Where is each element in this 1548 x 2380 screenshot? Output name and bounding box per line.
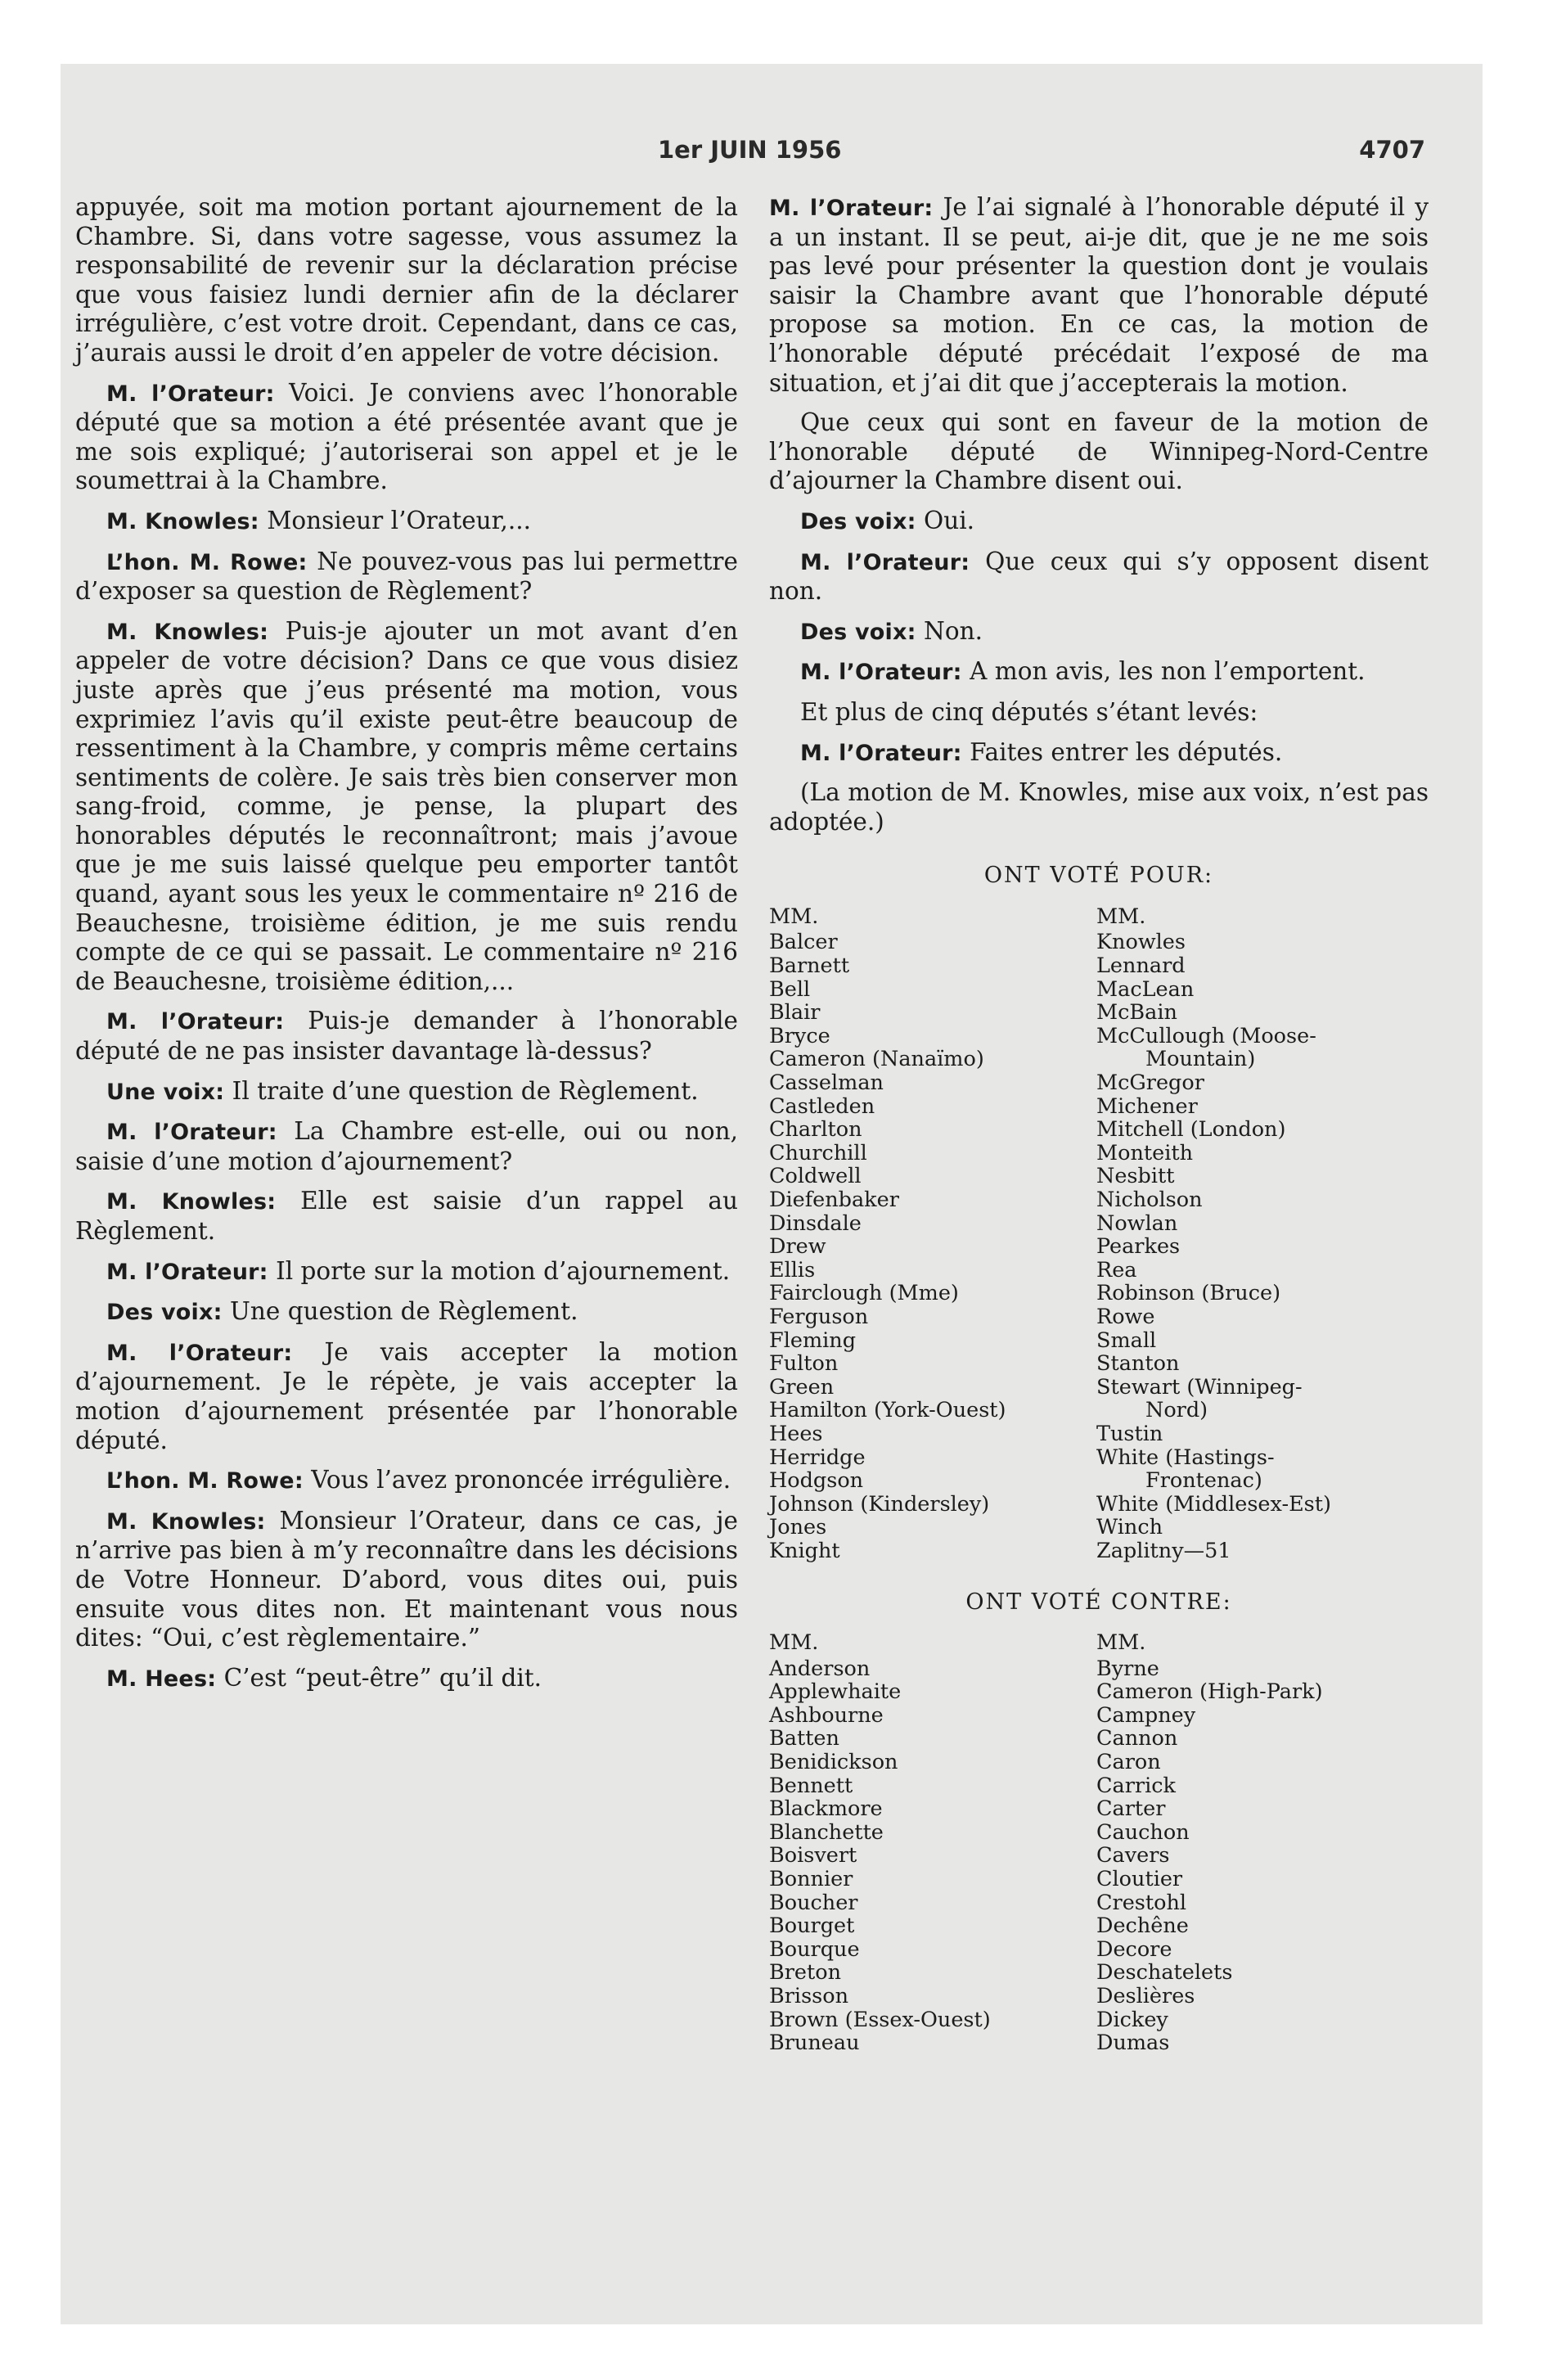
paragraph-text: Elle est saisie d’un rappel au Règlement.	[75, 1187, 738, 1245]
paragraph-text: Puis-je ajouter un mot avant d’en appeler de votre décision? Dans ce que vous disiez juste après que j’eus présenté ma motion, vous exprimiez l’avis qu’il existe peut-être beaucoup de ressentiment à la Chambre, y compris même certains sentiments de colère. Je sais très bien conserver mon sang-froid, comme, je pense, la plupart des honorables députés le reconnaîtront; mais j’avoue que je me suis laissé quelque peu emporter tantôt quand, ayant sous les yeux le commentaire nº 216 de Beauchesne, troisième édition, je me suis rendu compte de ce qui se passait. Le commentaire nº 216 de Beauchesne, troisième édition,...	[75, 616, 738, 995]
paragraph	[75, 1187, 738, 1246]
member-name: Campney	[1096, 1702, 1196, 1728]
paragraph	[769, 617, 1429, 647]
paragraph	[769, 507, 1429, 537]
vote-contre-list	[769, 1631, 1429, 2055]
member-name: Cauchon	[1096, 1819, 1190, 1845]
member-name: Cavers	[1096, 1843, 1170, 1868]
member-name: Hees	[769, 1421, 823, 1446]
member-name: Monteith	[1096, 1140, 1194, 1165]
paragraph	[75, 193, 738, 368]
paragraph	[75, 1338, 738, 1455]
member-name: Brisson	[769, 1984, 849, 2008]
paragraph	[769, 738, 1429, 769]
member-name: Carrick	[1096, 1773, 1176, 1798]
member-name: Carter	[1096, 1796, 1166, 1822]
member-name: Caron	[1096, 1750, 1161, 1775]
paragraph	[75, 1466, 738, 1496]
speaker-name: M. l’Orateur:	[106, 381, 275, 407]
member-name: Jones	[769, 1515, 827, 1540]
vote-pour-title: ONT VOTÉ POUR:	[983, 863, 1214, 889]
speaker-name: L’hon. M. Rowe:	[106, 549, 308, 575]
member-name: Applewhaite	[769, 1679, 902, 1705]
paragraph-text: (La motion de M. Knowles, mise aux voix, n’est pas adoptée.)	[769, 778, 1429, 836]
member-name: Fulton	[769, 1351, 839, 1377]
paragraph	[75, 617, 738, 997]
member-name: Drew	[769, 1234, 826, 1260]
member-name: Frontenac)	[1145, 1468, 1262, 1494]
member-name: Blanchette	[769, 1819, 884, 1845]
mm-heading: MM.	[769, 1630, 819, 1656]
member-name: Deschatelets	[1096, 1960, 1233, 1986]
member-name: Pearkes	[1096, 1234, 1181, 1260]
member-name: Ellis	[769, 1257, 816, 1282]
vote-pour-list	[769, 905, 1429, 1563]
paragraph-text: Vous l’avez prononcée irrégulière.	[311, 1466, 731, 1494]
speaker-name: Une voix:	[106, 1079, 225, 1105]
mm-heading: MM.	[1096, 1630, 1146, 1656]
member-name: Diefenbaker	[769, 1188, 899, 1212]
member-name: Bennett	[769, 1773, 853, 1798]
speaker-name: M. Hees:	[106, 1666, 217, 1692]
paragraph	[769, 657, 1429, 687]
paragraph	[75, 379, 738, 496]
paragraph-text: Oui.	[924, 506, 975, 534]
paragraph	[769, 193, 1429, 398]
paragraph-text: Voici. Je conviens avec l’honorable député que sa motion a été présentée avant que je me sois expliqué; j’autoriserai son appel et je le soumettrai à la Chambre.	[75, 378, 738, 495]
paragraph-text: Une question de Règlement.	[230, 1297, 578, 1326]
member-name: McBain	[1096, 1000, 1177, 1025]
member-name: Charlton	[769, 1117, 862, 1143]
paragraph	[769, 548, 1429, 606]
member-name: White (Hastings-	[1096, 1445, 1275, 1470]
member-name: Knowles	[1096, 930, 1186, 955]
member-name: Nesbitt	[1096, 1164, 1175, 1189]
header-date: 1er JUIN 1956	[658, 136, 842, 164]
member-name: Dinsdale	[769, 1210, 862, 1236]
page-number: 4707	[1359, 136, 1425, 164]
member-name: Deslières	[1096, 1984, 1195, 2008]
member-name: Blair	[769, 1000, 821, 1025]
paragraph	[75, 1664, 738, 1694]
paragraph-text: Non.	[924, 616, 983, 645]
member-name: Benidickson	[769, 1750, 898, 1775]
member-name: Crestohl	[1096, 1890, 1187, 1915]
paragraph-text: Que ceux qui s’y opposent disent non.	[769, 547, 1429, 606]
member-name: Tustin	[1096, 1421, 1163, 1446]
member-name: Dumas	[1096, 2031, 1170, 2056]
left-column	[75, 193, 738, 1704]
member-name: Mountain)	[1145, 1047, 1256, 1072]
member-name: Cameron (High-Park)	[1096, 1679, 1323, 1705]
speaker-name: L’hon. M. Rowe:	[106, 1468, 304, 1494]
member-name: Decore	[1096, 1936, 1172, 1962]
paragraph-text: A mon avis, les non l’emportent.	[970, 657, 1366, 686]
member-name: Barnett	[769, 953, 850, 979]
paragraph	[75, 507, 738, 537]
paragraph-text: Il porte sur la motion d’ajournement.	[276, 1256, 731, 1285]
paragraph-text: Que ceux qui sont en faveur de la motion de l’honorable député de Winnipeg-Nord-Centre d’ajourner la Chambre disent oui.	[769, 408, 1429, 495]
speaker-name: M. l’Orateur:	[800, 740, 962, 766]
member-name: Boisvert	[769, 1843, 857, 1868]
paragraph	[75, 1007, 738, 1066]
member-name: Mitchell (London)	[1096, 1117, 1286, 1143]
member-name: Bourget	[769, 1913, 855, 1939]
speaker-name: M. l’Orateur:	[800, 549, 970, 575]
member-name: Bourque	[769, 1936, 860, 1962]
member-name: Ferguson	[769, 1304, 869, 1329]
member-name: Robinson (Bruce)	[1096, 1281, 1281, 1306]
paragraph-text: Et plus de cinq députés s’étant levés:	[800, 697, 1258, 726]
paragraph	[75, 1117, 738, 1176]
member-name: Rea	[1096, 1257, 1137, 1282]
speaker-name: M. l’Orateur:	[106, 1259, 268, 1285]
member-name: Ashbourne	[769, 1702, 884, 1728]
member-name: Anderson	[769, 1656, 871, 1681]
speaker-name: M. l’Orateur:	[106, 1009, 285, 1035]
member-name: Fleming	[769, 1327, 857, 1353]
paragraph-text: Monsieur l’Orateur, dans ce cas, je n’arrive pas bien à m’y reconnaître dans les décisions de Votre Honneur. D’abord, vous dites oui, puis ensuite vous dites non. Et maintenant vous nous dites: “Oui, c’est règlementaire.”	[75, 1506, 738, 1652]
member-name: Churchill	[769, 1140, 867, 1165]
member-name: Blackmore	[769, 1796, 883, 1822]
member-name: Byrne	[1096, 1656, 1159, 1681]
paragraph-text: Faites entrer les députés.	[970, 737, 1283, 766]
paragraph	[75, 1297, 738, 1327]
page-scan	[61, 64, 1483, 2324]
member-name: Hamilton (York-Ouest)	[769, 1398, 1006, 1423]
member-name: Bell	[769, 976, 811, 1002]
paragraph	[769, 698, 1429, 728]
paragraph	[75, 548, 738, 606]
right-column	[769, 193, 1429, 2062]
speaker-name: Des voix:	[800, 508, 916, 534]
mm-heading: MM.	[769, 904, 819, 929]
member-name: Cameron (Nanaïmo)	[769, 1047, 984, 1072]
paragraph-text: Il traite d’une question de Règlement.	[232, 1076, 699, 1105]
member-name: McGregor	[1096, 1071, 1204, 1096]
member-name: Hodgson	[769, 1468, 864, 1494]
vote-contre-column-1	[769, 1631, 1096, 2055]
member-name: Green	[769, 1374, 835, 1400]
paragraph-text: C’est “peut-être” qu’il dit.	[223, 1663, 542, 1692]
member-name: Breton	[769, 1960, 842, 1986]
member-name: Fairclough (Mme)	[769, 1281, 959, 1306]
paragraph-text: La Chambre est-elle, oui ou non, saisie d’une motion d’ajournement?	[75, 1117, 738, 1175]
member-name: Zaplitny—51	[1096, 1538, 1231, 1563]
member-name: Casselman	[769, 1071, 884, 1096]
paragraph-text: appuyée, soit ma motion portant ajournement de la Chambre. Si, dans votre sagesse, vous assumez la responsabilité de revenir sur la déclaration précise que vous faisiez lundi dernier afin de la déclarer irrégulière, c’est votre droit. Cependant, dans ce cas, j’aurais aussi le droit d’en appeler de votre décision.	[75, 193, 738, 367]
paragraph	[769, 408, 1429, 496]
page-header	[61, 136, 1483, 177]
member-name: Nicholson	[1096, 1188, 1203, 1212]
paragraph	[75, 1257, 738, 1287]
member-name: Bonnier	[769, 1867, 853, 1892]
member-name: Cannon	[1096, 1726, 1178, 1751]
member-name: Dickey	[1096, 2007, 1168, 2032]
member-name: Stanton	[1096, 1351, 1180, 1377]
paragraph-text: Je l’ai signalé à l’honorable député il y a un instant. Il se peut, ai-je dit, que je ne me sois pas levé pour présenter la question dont je voulais saisir la Chambre avant que l’honorable député propose sa motion. En ce cas, la motion de l’honorable député précédait l’exposé de ma situation, et j’ai dit que j’accepterais la motion.	[769, 193, 1429, 397]
vote-contre-column-2	[1096, 1631, 1429, 2055]
speaker-name: M. l’Orateur:	[106, 1120, 277, 1146]
member-name: Balcer	[769, 930, 838, 955]
speaker-name: M. l’Orateur:	[800, 660, 962, 686]
member-name: Michener	[1096, 1093, 1198, 1119]
paragraph	[769, 778, 1429, 836]
member-name: Johnson (Kindersley)	[769, 1491, 990, 1517]
member-name: Winch	[1096, 1515, 1163, 1540]
member-name: Bruneau	[769, 2031, 860, 2056]
member-name: Lennard	[1096, 953, 1186, 979]
paragraph	[75, 1507, 738, 1653]
speaker-name: Des voix:	[106, 1300, 223, 1326]
speaker-name: M. Knowles:	[106, 1189, 277, 1215]
paragraph-text: Monsieur l’Orateur,...	[267, 506, 532, 534]
member-name: Castleden	[769, 1093, 875, 1119]
vote-pour-column-1	[769, 905, 1096, 1563]
member-name: Rowe	[1096, 1304, 1155, 1329]
speaker-name: M. Knowles:	[106, 508, 259, 534]
member-name: Nowlan	[1096, 1210, 1178, 1236]
member-name: Knight	[769, 1538, 840, 1563]
right-column-paragraphs	[769, 193, 1429, 836]
speaker-name: M. l’Orateur:	[769, 196, 934, 221]
paragraph-text: Ne pouvez-vous pas lui permettre d’exposer sa question de Règlement?	[75, 547, 738, 606]
paragraph	[75, 1077, 738, 1107]
paragraph-text: Puis-je demander à l’honorable député de ne pas insister davantage là-dessus?	[75, 1007, 738, 1066]
member-name: Nord)	[1145, 1398, 1208, 1423]
member-name: Bryce	[769, 1023, 830, 1048]
vote-pour-column-2	[1096, 905, 1429, 1563]
speaker-name: Des voix:	[800, 619, 916, 645]
speaker-name: M. Knowles:	[106, 619, 269, 645]
member-name: Dechêne	[1096, 1913, 1189, 1939]
mm-heading: MM.	[1096, 904, 1146, 929]
member-name: MacLean	[1096, 976, 1195, 1002]
member-name: Stewart (Winnipeg-	[1096, 1374, 1303, 1400]
member-name: Boucher	[769, 1890, 858, 1915]
member-name: Batten	[769, 1726, 839, 1751]
member-name: Herridge	[769, 1445, 866, 1470]
member-name: White (Middlesex-Est)	[1096, 1491, 1331, 1517]
speaker-name: M. l’Orateur:	[106, 1340, 293, 1366]
speaker-name: M. Knowles:	[106, 1508, 266, 1535]
member-name: Coldwell	[769, 1164, 862, 1189]
member-name: Small	[1096, 1327, 1157, 1353]
member-name: McCullough (Moose-	[1096, 1023, 1316, 1048]
member-name: Brown (Essex-Ouest)	[769, 2007, 991, 2032]
paragraph-text: Je vais accepter la motion d’ajournement. Je le répète, je vais accepter la motion d’ajournement présentée par l’honorable député.	[75, 1337, 738, 1454]
member-name: Cloutier	[1096, 1867, 1183, 1892]
vote-contre-title: ONT VOTÉ CONTRE:	[965, 1589, 1232, 1615]
